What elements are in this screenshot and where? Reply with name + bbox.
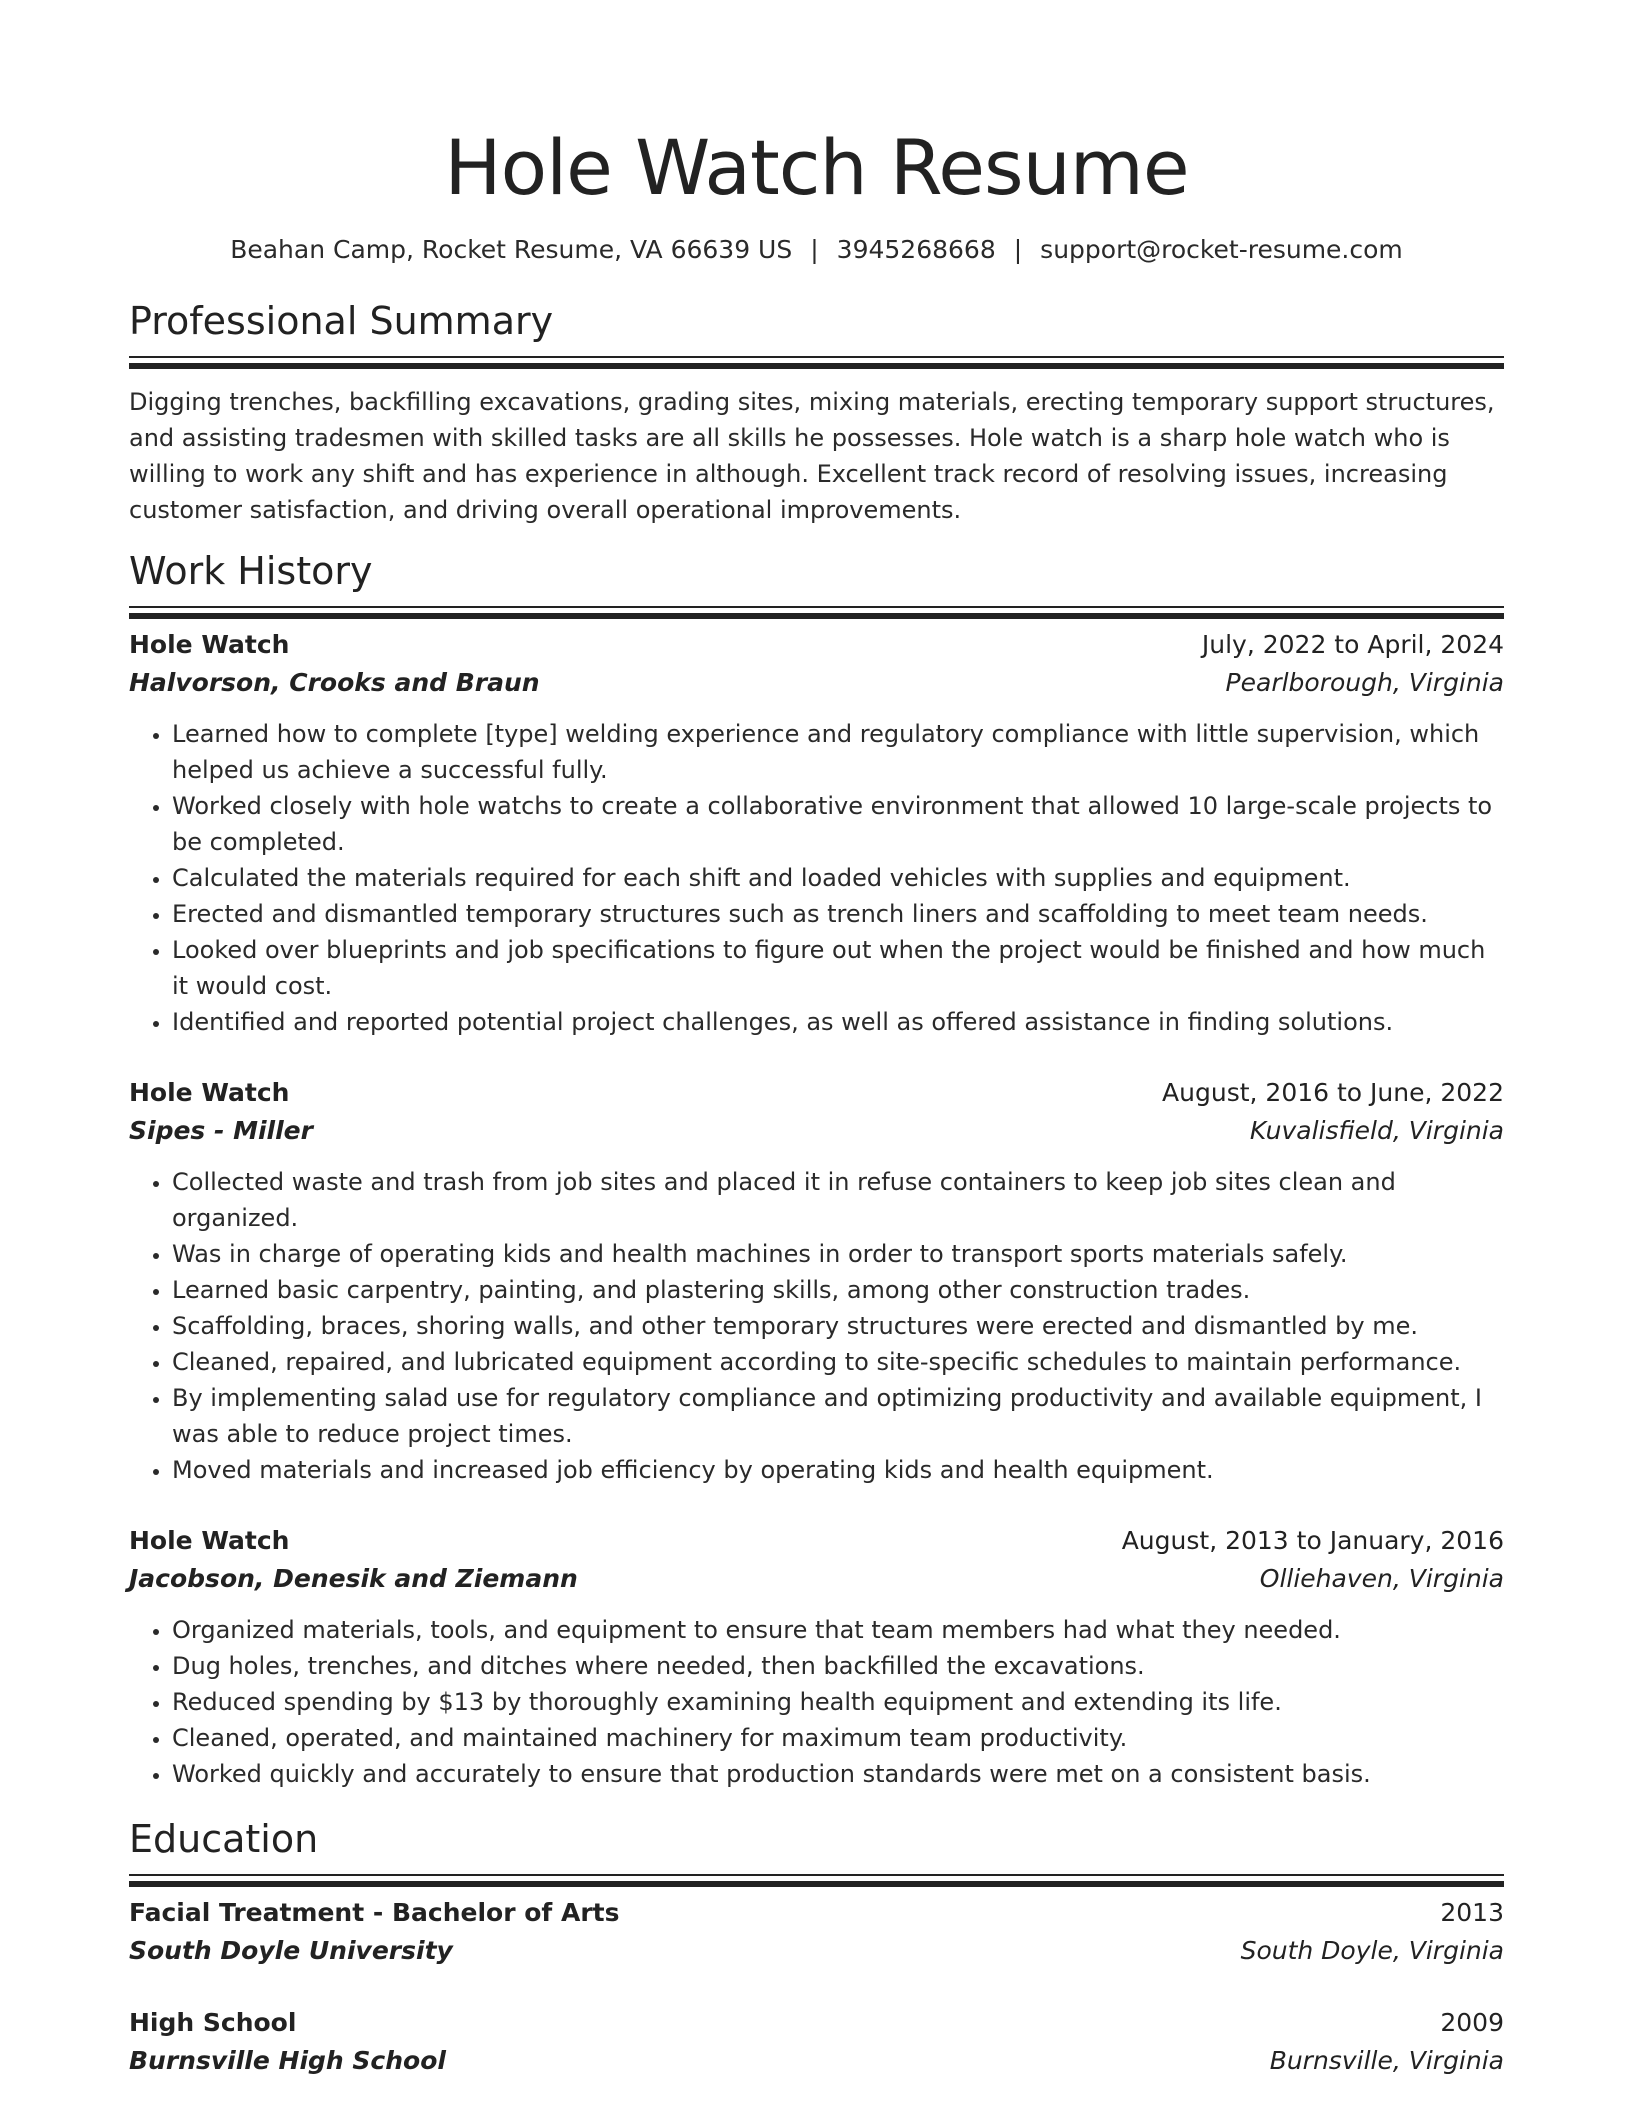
job-company: Halvorson, Crooks and Braun	[129, 668, 540, 697]
section-heading-work-history: Work History	[129, 549, 373, 593]
education-location: Burnsville, Virginia	[1269, 2046, 1504, 2075]
section-heading-education: Education	[129, 1817, 319, 1861]
contact-email: support@rocket-resume.com	[1040, 235, 1403, 264]
education-year: 2009	[1440, 2008, 1504, 2037]
contact-separator: |	[1013, 235, 1023, 264]
job-bullet: • Erected and dismantled temporary structures such as trench liners and scaffolding to meet team needs.	[172, 896, 1504, 932]
education-subheader-row	[129, 1932, 1504, 1970]
work-history-section	[129, 548, 1504, 1792]
education-location: South Doyle, Virginia	[1240, 1936, 1504, 1965]
education-school: South Doyle University	[129, 1936, 453, 1965]
job-header-row	[129, 1074, 1504, 1112]
job-dates: August, 2016 to June, 2022	[1162, 1078, 1504, 1107]
job-bullet: • Cleaned, operated, and maintained machinery for maximum team productivity.	[172, 1720, 1504, 1756]
education-entry	[129, 1894, 1504, 1970]
job-bullet: • Dug holes, trenches, and ditches where needed, then backfilled the excavations.	[172, 1648, 1504, 1684]
job-title: Hole Watch	[129, 1526, 290, 1555]
job-dates: July, 2022 to April, 2024	[1201, 630, 1504, 659]
section-divider	[129, 606, 1504, 608]
education-header-row	[129, 2004, 1504, 2042]
job-location: Olliehaven, Virginia	[1259, 1564, 1504, 1593]
contact-address: Beahan Camp, Rocket Resume, VA 66639 US	[230, 235, 793, 264]
contact-phone: 3945268668	[836, 235, 996, 264]
job-bullet: • Moved materials and increased job efficiency by operating kids and health equipment.	[172, 1452, 1504, 1488]
job-bullet: • Worked quickly and accurately to ensure that production standards were met on a consistent basis.	[172, 1756, 1504, 1792]
job-bullet: • Learned how to complete [type] welding experience and regulatory compliance with little supervision, which helped us achieve a successful fully.	[172, 716, 1504, 788]
professional-summary-section	[129, 298, 1504, 528]
contact-line	[129, 234, 1504, 266]
job-bullet: • Was in charge of operating kids and health machines in order to transport sports materials safely.	[172, 1236, 1504, 1272]
summary-text: Digging trenches, backfilling excavations, grading sites, mixing materials, erecting temporary support structures, and assisting tradesmen with skilled tasks are all skills he possesses. Hole watch is a sharp hole watch who is willing to work any shift and has experience in although. Excellent track record of resolving issues, increasing customer satisfaction, and driving overall operational improvements.	[129, 388, 1495, 524]
education-year: 2013	[1440, 1898, 1504, 1927]
job-subheader-row	[129, 1112, 1504, 1150]
education-entry	[129, 2004, 1504, 2080]
job-bullet-list	[129, 1164, 1504, 1488]
job-bullet-list	[129, 716, 1504, 1040]
contact-separator: |	[810, 235, 819, 264]
job-list	[129, 626, 1504, 1792]
education-list	[129, 1894, 1504, 2080]
job-title: Hole Watch	[129, 1078, 290, 1107]
job-bullet: • Looked over blueprints and job specifications to figure out when the project would be finished and how much it would cost.	[172, 932, 1504, 1004]
section-divider	[129, 1874, 1504, 1876]
job-bullet: • Collected waste and trash from job sites and placed it in refuse containers to keep job sites clean and organized.	[172, 1164, 1504, 1236]
job-location: Pearlborough, Virginia	[1225, 668, 1504, 697]
education-degree: Facial Treatment - Bachelor of Arts	[129, 1898, 620, 1927]
job-bullet: • Learned basic carpentry, painting, and plastering skills, among other construction trades.	[172, 1272, 1504, 1308]
education-school: Burnsville High School	[129, 2046, 446, 2075]
job-header-row	[129, 1522, 1504, 1560]
job-bullet: • Worked closely with hole watchs to create a collaborative environment that allowed 10 large-scale projects to be completed.	[172, 788, 1504, 860]
job-bullet-list	[129, 1612, 1504, 1792]
job-subheader-row	[129, 1560, 1504, 1598]
resume-title: Hole Watch Resume	[444, 123, 1189, 212]
job-bullet: • Reduced spending by $13 by thoroughly examining health equipment and extending its life.	[172, 1684, 1504, 1720]
education-section	[129, 1816, 1504, 2080]
job-company: Jacobson, Denesik and Ziemann	[129, 1564, 578, 1593]
job-header-row	[129, 626, 1504, 664]
job-entry	[129, 1074, 1504, 1488]
education-subheader-row	[129, 2042, 1504, 2080]
job-entry	[129, 1522, 1504, 1792]
section-heading-summary: Professional Summary	[129, 299, 554, 343]
job-company: Sipes - Miller	[129, 1116, 313, 1145]
job-bullet: • By implementing salad use for regulatory compliance and optimizing productivity and available equipment, I was able to reduce project times.	[172, 1380, 1504, 1452]
job-bullet: • Organized materials, tools, and equipment to ensure that team members had what they needed.	[172, 1612, 1504, 1648]
job-dates: August, 2013 to January, 2016	[1121, 1526, 1504, 1555]
education-header-row	[129, 1894, 1504, 1932]
job-bullet: • Identified and reported potential project challenges, as well as offered assistance in finding solutions.	[172, 1004, 1504, 1040]
job-bullet: • Scaffolding, braces, shoring walls, and other temporary structures were erected and dismantled by me.	[172, 1308, 1504, 1344]
job-bullet: • Cleaned, repaired, and lubricated equipment according to site-specific schedules to maintain performance.	[172, 1344, 1504, 1380]
job-location: Kuvalisfield, Virginia	[1249, 1116, 1504, 1145]
resume-page	[129, 0, 1504, 2080]
education-degree: High School	[129, 2008, 297, 2037]
job-subheader-row	[129, 664, 1504, 702]
job-bullet: • Calculated the materials required for each shift and loaded vehicles with supplies and equipment.	[172, 860, 1504, 896]
job-entry	[129, 626, 1504, 1040]
job-title: Hole Watch	[129, 630, 290, 659]
section-divider	[129, 356, 1504, 358]
